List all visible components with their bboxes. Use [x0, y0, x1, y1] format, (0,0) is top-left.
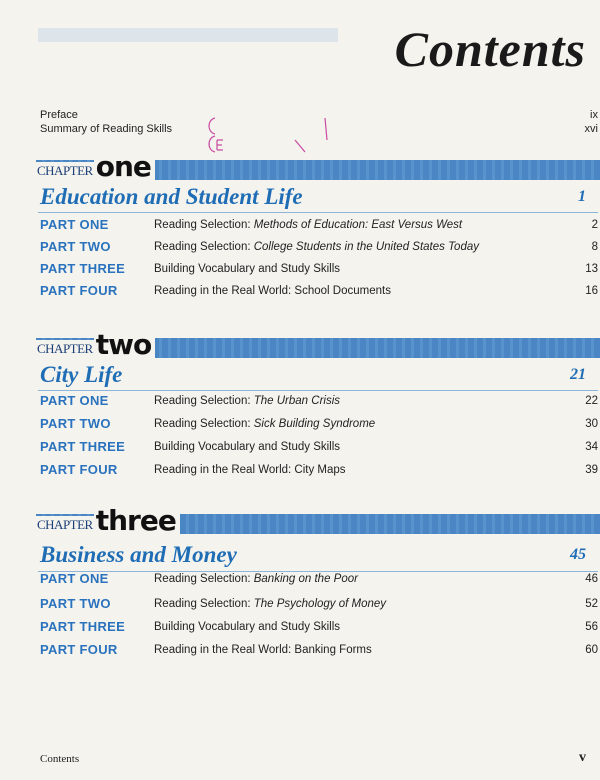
chapter-page: 1	[578, 188, 586, 205]
part-row	[40, 639, 598, 661]
part-label: PART ONE	[40, 217, 109, 232]
part-row	[40, 436, 598, 458]
pencil-scribble-mark	[195, 110, 345, 160]
part-description: Building Vocabulary and Study Skills	[154, 263, 341, 275]
page-title: Contents	[394, 21, 586, 77]
part-label: PART TWO	[40, 596, 111, 611]
chapter-heading	[36, 504, 180, 537]
part-page: 56	[585, 621, 598, 633]
show-through-bar	[38, 28, 338, 42]
chapter-number: one	[94, 154, 155, 180]
chapter-number: two	[94, 332, 156, 358]
part-row	[40, 413, 598, 435]
part-label: PART TWO	[40, 416, 111, 431]
part-label: PART THREE	[40, 261, 126, 276]
part-row	[40, 214, 598, 236]
part-label: PART ONE	[40, 393, 109, 408]
part-label: PART FOUR	[40, 283, 118, 298]
part-label: PART FOUR	[40, 642, 118, 657]
part-label: PART THREE	[40, 619, 126, 634]
chapter-title: Business and Money	[40, 542, 237, 567]
part-row	[40, 459, 598, 481]
chapter-heading	[36, 328, 155, 361]
part-description: Reading Selection: College Students in the United States Today	[154, 241, 479, 253]
part-description: Reading Selection: Banking on the Poor	[154, 573, 358, 585]
chapter-rule	[38, 212, 598, 213]
part-label: PART THREE	[40, 439, 126, 454]
part-label: PART TWO	[40, 239, 111, 254]
front-matter-label: Summary of Reading Skills	[40, 123, 173, 135]
part-page: 39	[585, 464, 598, 476]
part-label: PART FOUR	[40, 462, 118, 477]
part-page: 2	[591, 219, 598, 231]
part-description: Reading Selection: The Urban Crisis	[154, 395, 341, 407]
part-row	[40, 568, 598, 590]
footer-label: Contents	[40, 753, 80, 765]
chapter-label: CHAPTER	[37, 341, 93, 356]
part-page: 8	[591, 241, 598, 253]
part-row	[40, 390, 598, 412]
chapter-page: 21	[570, 366, 586, 383]
part-description: Reading Selection: Sick Building Syndrome	[154, 418, 376, 430]
front-matter-label: Preface	[40, 109, 78, 121]
part-row	[40, 593, 598, 615]
page-number: v	[579, 750, 586, 765]
part-description: Reading in the Real World: Banking Forms	[154, 644, 372, 656]
part-description: Building Vocabulary and Study Skills	[154, 621, 341, 633]
front-matter-page: xvi	[584, 123, 598, 135]
part-row	[40, 616, 598, 638]
part-description: Reading Selection: Methods of Education: East Versus West	[154, 219, 463, 231]
part-description: Reading in the Real World: City Maps	[154, 464, 346, 476]
chapter-label: CHAPTER	[37, 163, 93, 178]
part-description: Building Vocabulary and Study Skills	[154, 441, 341, 453]
part-page: 16	[585, 285, 598, 297]
chapter-page: 45	[570, 546, 586, 563]
part-page: 34	[585, 441, 598, 453]
part-page: 52	[585, 598, 598, 610]
part-description: Reading Selection: The Psychology of Money	[154, 598, 387, 610]
front-matter-page: ix	[590, 109, 598, 121]
chapter-label: CHAPTER	[37, 517, 93, 532]
part-row	[40, 280, 598, 302]
part-label: PART ONE	[40, 571, 109, 586]
part-page: 60	[585, 644, 598, 656]
chapter-heading	[36, 150, 155, 183]
part-page: 22	[585, 395, 598, 407]
part-page: 13	[585, 263, 598, 275]
part-page: 46	[585, 573, 598, 585]
chapter-title: City Life	[40, 362, 123, 387]
part-page: 30	[585, 418, 598, 430]
part-row	[40, 236, 598, 258]
chapter-title: Education and Student Life	[40, 184, 303, 209]
part-description: Reading in the Real World: School Documents	[154, 285, 391, 297]
chapter-number: three	[94, 508, 180, 534]
part-row	[40, 258, 598, 280]
